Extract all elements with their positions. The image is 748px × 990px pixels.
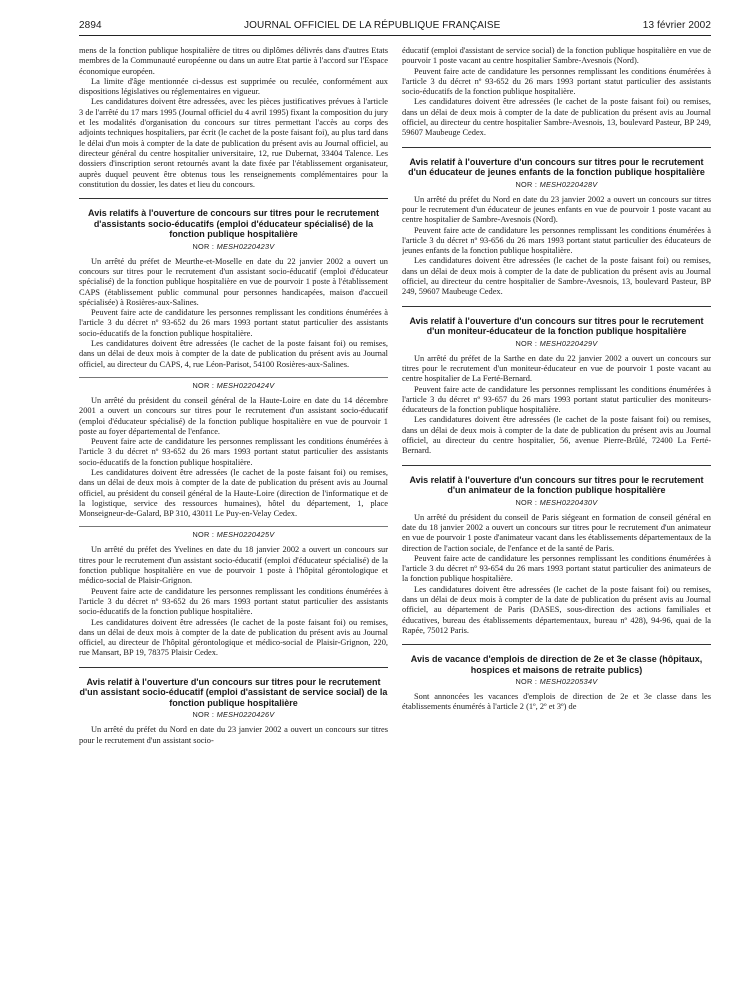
- paragraph: mens de la fonction publique hospitalière de titres ou diplômes délivrés dans d'autres Etats membres de la Communauté européenne ou dans un autre Etat partie à l'accord sur l'Espace économique européen.: [79, 46, 388, 76]
- paragraph: Les candidatures doivent être adressées (le cachet de la poste faisant foi) ou remises, dans un délai de deux mois à compter de la date de publication du présent avis au Journal officiel, au président du conseil général de la Haute-Loire (direction de l'informatique et de la logistique, service des ressources humaines), hôtel du département, 1, place Monseigneur-de-Galard, BP 310, 43011 Le Puy-en-Velay Cedex.: [79, 468, 388, 519]
- paragraph: Les candidatures doivent être adressées, avec les pièces justificatives prévues à l'article 3 de l'arrêté du 17 mars 1995 (Journal officiel du 4 avril 1995) fixant la composition du jury et les modalités d'organisation du concours sur titres permettant l'accès au corps des adjoints techniques hospitaliers, par écrit (le cachet de la poste faisant foi), au plus tard dans le délai d'un mois à compter de la date de publication du présent avis au Journal officiel, au directeur général du centre hospitalier universitaire, 12, rue Dubernat, 33404 Talence. Les dossiers d'inscription seront retournés avant la date fixée par l'établissement organisateur, auprès duquel peuvent être obtenus tous les renseignements complémentaires pour la constitution du dossier, les dates et lieu du concours.: [79, 97, 388, 189]
- nor-reference: [402, 339, 711, 348]
- nor-label: NOR :: [192, 241, 215, 251]
- section-divider: [79, 198, 388, 199]
- nor-reference: [79, 710, 388, 719]
- nor-label: NOR :: [192, 530, 215, 540]
- nor-reference: [79, 242, 388, 251]
- nor-label: NOR :: [515, 179, 538, 189]
- paragraph: Un arrêté du préfet du Nord en date du 23 janvier 2002 a ouvert un concours sur titres pour le recrutement d'un éducateur de jeunes enfants en vue de pourvoir 1 poste vacant au centre hospitalier de Sambre-Avesnois (Nord).: [402, 194, 711, 225]
- section-title: Avis de vacance d'emplois de direction de 2e et 3e classe (hôpitaux, hospices et maisons de retraite publics): [410, 654, 703, 675]
- nor-code: MESH0220423V: [216, 241, 275, 251]
- paragraph: Un arrêté du préfet de la Sarthe en date du 22 janvier 2002 a ouvert un concours sur titres pour le recrutement d'un moniteur-éducateur en vue de pourvoir 1 poste vacant au centre hospitalier de La Ferté-Bernard.: [402, 353, 711, 384]
- section-title: Avis relatif à l'ouverture d'un concours sur titres pour le recrutement d'un éducateur de jeunes enfants de la fonction publique hospitalière: [408, 156, 705, 178]
- subsection-divider: [79, 377, 388, 378]
- section-divider: [402, 147, 711, 148]
- paragraph: Les candidatures doivent être adressées (le cachet de la poste faisant foi) ou remises, dans un délai de deux mois à compter de la date de publication du présent avis au Journal officiel, au directeur du centre hospitalier, 56, avenue Pierre-Brûlé, 72400 La Ferté-Bernard.: [402, 415, 711, 456]
- nor-code: MESH0220430V: [539, 497, 598, 507]
- issue-date: 13 février 2002: [642, 20, 711, 31]
- paragraph: Peuvent faire acte de candidature les personnes remplissant les conditions énumérées à l'article 3 du décret nº 93-652 du 26 mars 1993 portant statut particulier des assistants socio-éducatifs de la fonction publique hospitalière.: [79, 437, 388, 467]
- nor-reference: [79, 381, 388, 390]
- paragraph: Les candidatures doivent être adressées (le cachet de la poste faisant foi) ou remises, dans un délai de deux mois à compter de la date de publication du présent avis au Journal officiel, au directeur du centre hospitalier Sambre-Avesnois, 13, boulevard Pasteur, BP 249, 59607 Maubeuge Cedex.: [402, 97, 711, 138]
- section-divider: [402, 465, 711, 466]
- nor-reference: [79, 530, 388, 539]
- nor-label: NOR :: [515, 677, 538, 687]
- nor-code: MESH0220428V: [539, 179, 598, 189]
- paragraph: Un arrêté du préfet du Nord en date du 23 janvier 2002 a ouvert un concours sur titres pour le recrutement d'un assistant socio-: [79, 725, 388, 745]
- journal-title: JOURNAL OFFICIEL DE LA RÉPUBLIQUE FRANÇAISE: [244, 20, 501, 31]
- section-divider: [402, 644, 711, 645]
- paragraph: éducatif (emploi d'assistant de service social) de la fonction publique hospitalière en vue de pourvoir 1 poste vacant au centre hospitalier Sambre-Avesnois (Nord).: [402, 46, 711, 66]
- section-title: Avis relatif à l'ouverture d'un concours sur titres pour le recrutement d'un moniteur-éducateur de la fonction publique hospitalière: [409, 315, 704, 337]
- paragraph: Peuvent faire acte de candidature les personnes remplissant les conditions énumérées à l'article 3 du décret nº 93-652 du 26 mars 1993 portant statut particulier des assistants socio-éducatifs de la fonction publique hospitalière.: [79, 308, 388, 338]
- nor-label: NOR :: [192, 710, 215, 720]
- paragraph: Peuvent faire acte de candidature les personnes remplissant les conditions énumérées à l'article 3 du décret nº 93-652 du 26 mars 1993 portant statut particulier des assistants socio-éducatifs de la fonction publique hospitalière.: [402, 66, 711, 97]
- paragraph: Les candidatures doivent être adressées (le cachet de la poste faisant foi) ou remises, dans un délai de deux mois à compter de la date de publication du présent avis au Journal officiel, au directeur du CAPS, 4, rue Léon-Parisot, 54100 Rosières-aux-Salines.: [79, 339, 388, 369]
- nor-code: MESH0220534V: [539, 677, 598, 687]
- paragraph: Un arrêté du président du conseil général de la Haute-Loire en date du 14 décembre 2001 a ouvert un concours sur titres pour le recrutement d'un assistant socio-éducatif (emploi d'éducateur spécialisé) de la fonction publique hospitalière en vue de pourvoir 1 poste au foyer départemental de l'enfance.: [79, 395, 388, 436]
- nor-label: NOR :: [192, 380, 215, 390]
- page-number: 2894: [79, 20, 102, 31]
- left-column: [79, 46, 388, 986]
- paragraph: Peuvent faire acte de candidature les personnes remplissant les conditions énumérées à l'article 3 du décret nº 93-656 du 26 mars 1993 portant statut particulier des éducateurs de jeunes enfants de la fonction publique hospitalière.: [402, 225, 711, 256]
- text-columns: [79, 46, 711, 986]
- paragraph: Un arrêté du préfet des Yvelines en date du 18 janvier 2002 a ouvert un concours sur titres pour le recrutement d'un assistant socio-éducatif (emploi d'éducateur spécialisé) de la fonction publique hospitalière en vue de pourvoir 1 poste à l'hôpital gérontologique et médico-social de Plaisir-Grignon.: [79, 545, 388, 586]
- paragraph: Peuvent faire acte de candidature les personnes remplissant les conditions énumérées à l'article 3 du décret nº 93-657 du 26 mars 1993 portant statut particulier des moniteurs-éducateurs de la fonction publique hospitalière.: [402, 384, 711, 415]
- paragraph: Les candidatures doivent être adressées (le cachet de la poste faisant foi) ou remises, dans un délai de deux mois à compter de la date de publication du présent avis au Journal officiel, au département de Paris (DASES, sous-direction des actions familiales et éducatives, bureau des établissements départementaux, bureau nº 428), 94-96, quai de la Rapée, 75012 Paris.: [402, 584, 711, 635]
- nor-code: MESH0220429V: [539, 338, 598, 348]
- section-title: Avis relatifs à l'ouverture de concours sur titres pour le recrutement d'assistants socio-éducatifs (emploi d'éducateur spécialisé) de la fonction publique hospitalière: [88, 208, 379, 240]
- paragraph: La limite d'âge mentionnée ci-dessus est supprimée ou reculée, conformément aux dispositions législatives ou réglementaires en vigueur.: [79, 76, 388, 97]
- paragraph: Les candidatures doivent être adressées (le cachet de la poste faisant foi) ou remises, dans un délai de deux mois à compter de la date de publication du présent avis au Journal officiel, au directeur du centre hospitalier de Sambre-Avesnois, 13, boulevard Pasteur, BP 249, 59607 Maubeuge Cedex.: [402, 256, 711, 297]
- nor-label: NOR :: [515, 497, 538, 507]
- paragraph: Peuvent faire acte de candidature les personnes remplissant les conditions énumérées à l'article 3 du décret nº 93-654 du 26 mars 1993 portant statut particulier des animateurs de la fonction publique hospitalière.: [402, 553, 711, 584]
- section-title: Avis relatif à l'ouverture d'un concours sur titres pour le recrutement d'un assistant socio-éducatif (emploi d'assistant de service social) de la fonction publique hospitalière: [79, 676, 388, 708]
- page-header: [79, 20, 711, 36]
- section-divider: [402, 306, 711, 307]
- nor-label: NOR :: [515, 338, 538, 348]
- nor-reference: [402, 677, 711, 686]
- nor-code: MESH0220426V: [216, 710, 275, 720]
- paragraph: Les candidatures doivent être adressées (le cachet de la poste faisant foi) ou remises, dans un délai de deux mois à compter de la date de publication du présent avis au Journal officiel, au directeur de l'hôpital gérontologique et médico-social de Plaisir-Grignon, 220, rue Mansart, BP 19, 78375 Plaisir Cedex.: [79, 617, 388, 658]
- paragraph: Sont annoncées les vacances d'emplois de direction de 2e et 3e classe dans les établissements énumérés à l'article 2 (1º, 2º et 3º) de: [402, 692, 711, 712]
- section-title: Avis relatif à l'ouverture d'un concours sur titres pour le recrutement d'un animateur de la fonction publique hospitalière: [409, 474, 704, 496]
- subsection-divider: [79, 526, 388, 527]
- paragraph: Peuvent faire acte de candidature les personnes remplissant les conditions énumérées à l'article 3 du décret nº 93-652 du 26 mars 1993 portant statut particulier des assistants socio-éducatifs de la fonction publique hospitalière.: [79, 586, 388, 617]
- paragraph: Un arrêté du président du conseil de Paris siégeant en formation de conseil général en date du 18 janvier 2002 a ouvert un concours sur titres pour le recrutement d'un animateur en vue de pourvoir 1 poste d'animateur vacant dans les établissements départementaux de la direction de l'action sociale, de l'enfance et de la santé de Paris.: [402, 512, 711, 553]
- right-column: [402, 46, 711, 986]
- paragraph: Un arrêté du préfet de Meurthe-et-Moselle en date du 22 janvier 2002 a ouvert un concours sur titres pour le recrutement d'un assistant socio-éducatif (emploi d'éducateur spécialisé) de la fonction publique hospitalière en vue de pourvoir 1 poste à l'établissement CAPS (établissement public communal pour personnes handicapées, maison d'accueil spécialisée) à Rosières-aux-Salines.: [79, 256, 388, 307]
- nor-code: MESH0220424V: [216, 380, 275, 390]
- nor-code: MESH0220425V: [216, 530, 275, 540]
- nor-reference: [402, 498, 711, 507]
- section-divider: [79, 667, 388, 668]
- nor-reference: [402, 180, 711, 189]
